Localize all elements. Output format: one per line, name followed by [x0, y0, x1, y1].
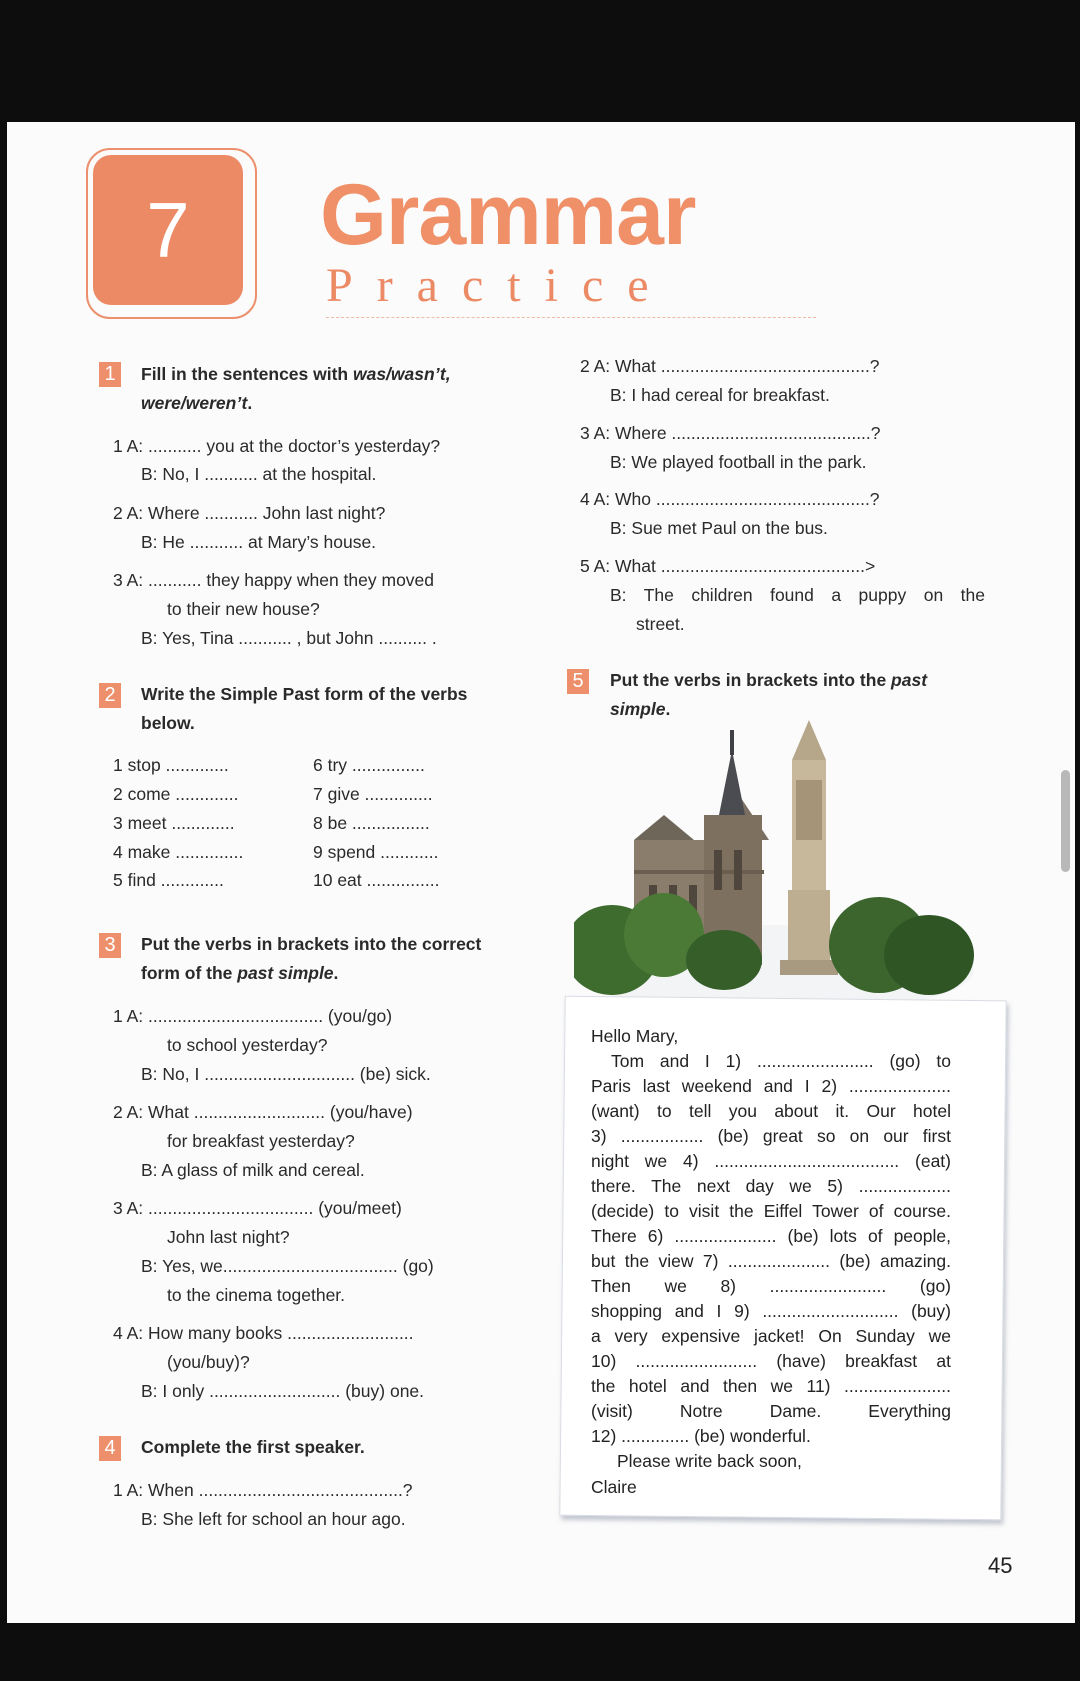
letter-line: shopping and I 9) ............................ (buy) [591, 1301, 951, 1321]
ex3-line: for breakfast yesterday? [167, 1131, 355, 1151]
ex4-line: B: Sue met Paul on the bus. [610, 518, 828, 538]
letter-line: There 6) ..................... (be) lots of people, [591, 1226, 951, 1246]
letter-line: a very expensive jacket! On Sunday we [591, 1326, 951, 1346]
ex3-line: B: A glass of milk and cereal. [141, 1160, 365, 1180]
verb-item: 8 be ................ [313, 813, 430, 833]
scrollbar[interactable] [1061, 770, 1070, 872]
exercise-1-instruction: Fill in the sentences with was/wasn’t, were/weren’t. [141, 364, 451, 413]
ex1-line: to their new house? [167, 599, 320, 619]
ex4-line: B: She left for school an hour ago. [141, 1509, 406, 1529]
ex4-line: street. [636, 614, 685, 634]
exercise-2-badge: 2 [99, 683, 121, 708]
ex4-line: B: We played football in the park. [610, 452, 867, 472]
ex3-line: B: No, I ............................... (be) sick. [141, 1064, 431, 1084]
ex4-line: B: I had cereal for breakfast. [610, 385, 830, 405]
ex3-line: B: I only ........................... (buy) one. [141, 1381, 425, 1401]
letter-line: but the view 7) ..................... (be) amazing. [591, 1251, 951, 1271]
exercise-5-instruction: Put the verbs in brackets into the past simple. [610, 670, 928, 719]
page-subtitle: Practice [326, 259, 673, 312]
ex4-line: 4 A: Who ............................................? [580, 489, 880, 509]
ex1-line: 3 A: ........... they happy when they moved [113, 570, 435, 590]
letter-line: the hotel and then we 11) ...................... [591, 1376, 951, 1396]
ex1-line: 2 A: Where ........... John last night? [113, 503, 386, 523]
ex3-line: to the cinema together. [167, 1285, 346, 1305]
verb-item: 2 come ............. [113, 784, 239, 804]
verb-item: 5 find ............. [113, 870, 224, 890]
ex3-line: 4 A: How many books .......................... [113, 1323, 414, 1343]
letter-greeting: Hello Mary, [591, 1026, 679, 1046]
ex4-line: 5 A: What ..........................................> [580, 556, 876, 576]
ex3-line: 2 A: What ........................... (you/have) [113, 1102, 413, 1122]
letter-line: Then we 8) ........................ (go) [591, 1276, 951, 1296]
letter-line: 12) .............. (be) wonderful. [591, 1426, 811, 1446]
verb-item: 6 try ............... [313, 755, 425, 775]
exercise-3-instruction: Put the verbs in brackets into the correct form of the past simple. [141, 934, 482, 983]
unit-number: 7 [93, 155, 243, 305]
letter-line: Paris last weekend and I 2) ..................... [591, 1076, 951, 1096]
ex3-line: B: Yes, we.................................... (go) [141, 1256, 434, 1276]
ex3-line: (you/buy)? [167, 1352, 250, 1372]
verb-item: 9 spend ............ [313, 842, 439, 862]
letter-line: night we 4) ...................................... (eat) [591, 1151, 951, 1171]
letter-line: 10) ......................... (have) breakfast at [591, 1351, 951, 1371]
letter-line: (want) to tell you about it. Our hotel [591, 1101, 951, 1121]
ex3-line: to school yesterday? [167, 1035, 328, 1055]
exercise-4-badge: 4 [99, 1436, 121, 1461]
letter-line: 3) ................. (be) great so on our first [591, 1126, 951, 1146]
ex4-line: 2 A: What ...........................................? [580, 356, 880, 376]
letter-line: (decide) to visit the Eiffel Tower of course. [591, 1201, 951, 1221]
ex3-line: 1 A: .................................... (you/go) [113, 1006, 393, 1026]
exercise-1-badge: 1 [99, 362, 121, 387]
letter-line: there. The next day we 5) ................... [591, 1176, 951, 1196]
ex1-line: B: No, I ........... at the hospital. [141, 464, 377, 484]
page-title: Grammar [320, 167, 696, 263]
ex1-line: B: Yes, Tina ........... , but John .......... . [141, 628, 437, 648]
verb-item: 10 eat ............... [313, 870, 440, 890]
ex1-line: 1 A: ........... you at the doctor’s yesterday? [113, 436, 441, 456]
notre-dame-illustration [574, 720, 974, 1005]
letter-closing: Please write back soon, [617, 1451, 802, 1471]
exercise-5-badge: 5 [567, 669, 589, 694]
ex1-line: B: He ........... at Mary’s house. [141, 532, 377, 552]
verb-item: 4 make .............. [113, 842, 244, 862]
page-number: 45 [988, 1553, 1013, 1578]
ex4-line: B: The children found a puppy on the [610, 585, 985, 605]
verb-item: 7 give .............. [313, 784, 433, 804]
exercise-4-instruction: Complete the first speaker. [141, 1437, 365, 1457]
letter-signature: Claire [591, 1477, 637, 1497]
verb-item: 3 meet ............. [113, 813, 235, 833]
subtitle-divider [326, 317, 816, 318]
letter-line: (visit) Notre Dame. Everything [591, 1401, 951, 1421]
ex4-line: 1 A: When ..........................................? [113, 1480, 413, 1500]
exercise-3-badge: 3 [99, 933, 121, 958]
letter-line: Tom and I 1) ........................ (go) to [611, 1051, 951, 1071]
verb-item: 1 stop ............. [113, 755, 229, 775]
ex3-line: John last night? [167, 1227, 290, 1247]
ex3-line: 3 A: .................................. (you/meet) [113, 1198, 402, 1218]
exercise-2-instruction: Write the Simple Past form of the verbs below. [141, 684, 468, 733]
ex4-line: 3 A: Where .........................................? [580, 423, 881, 443]
